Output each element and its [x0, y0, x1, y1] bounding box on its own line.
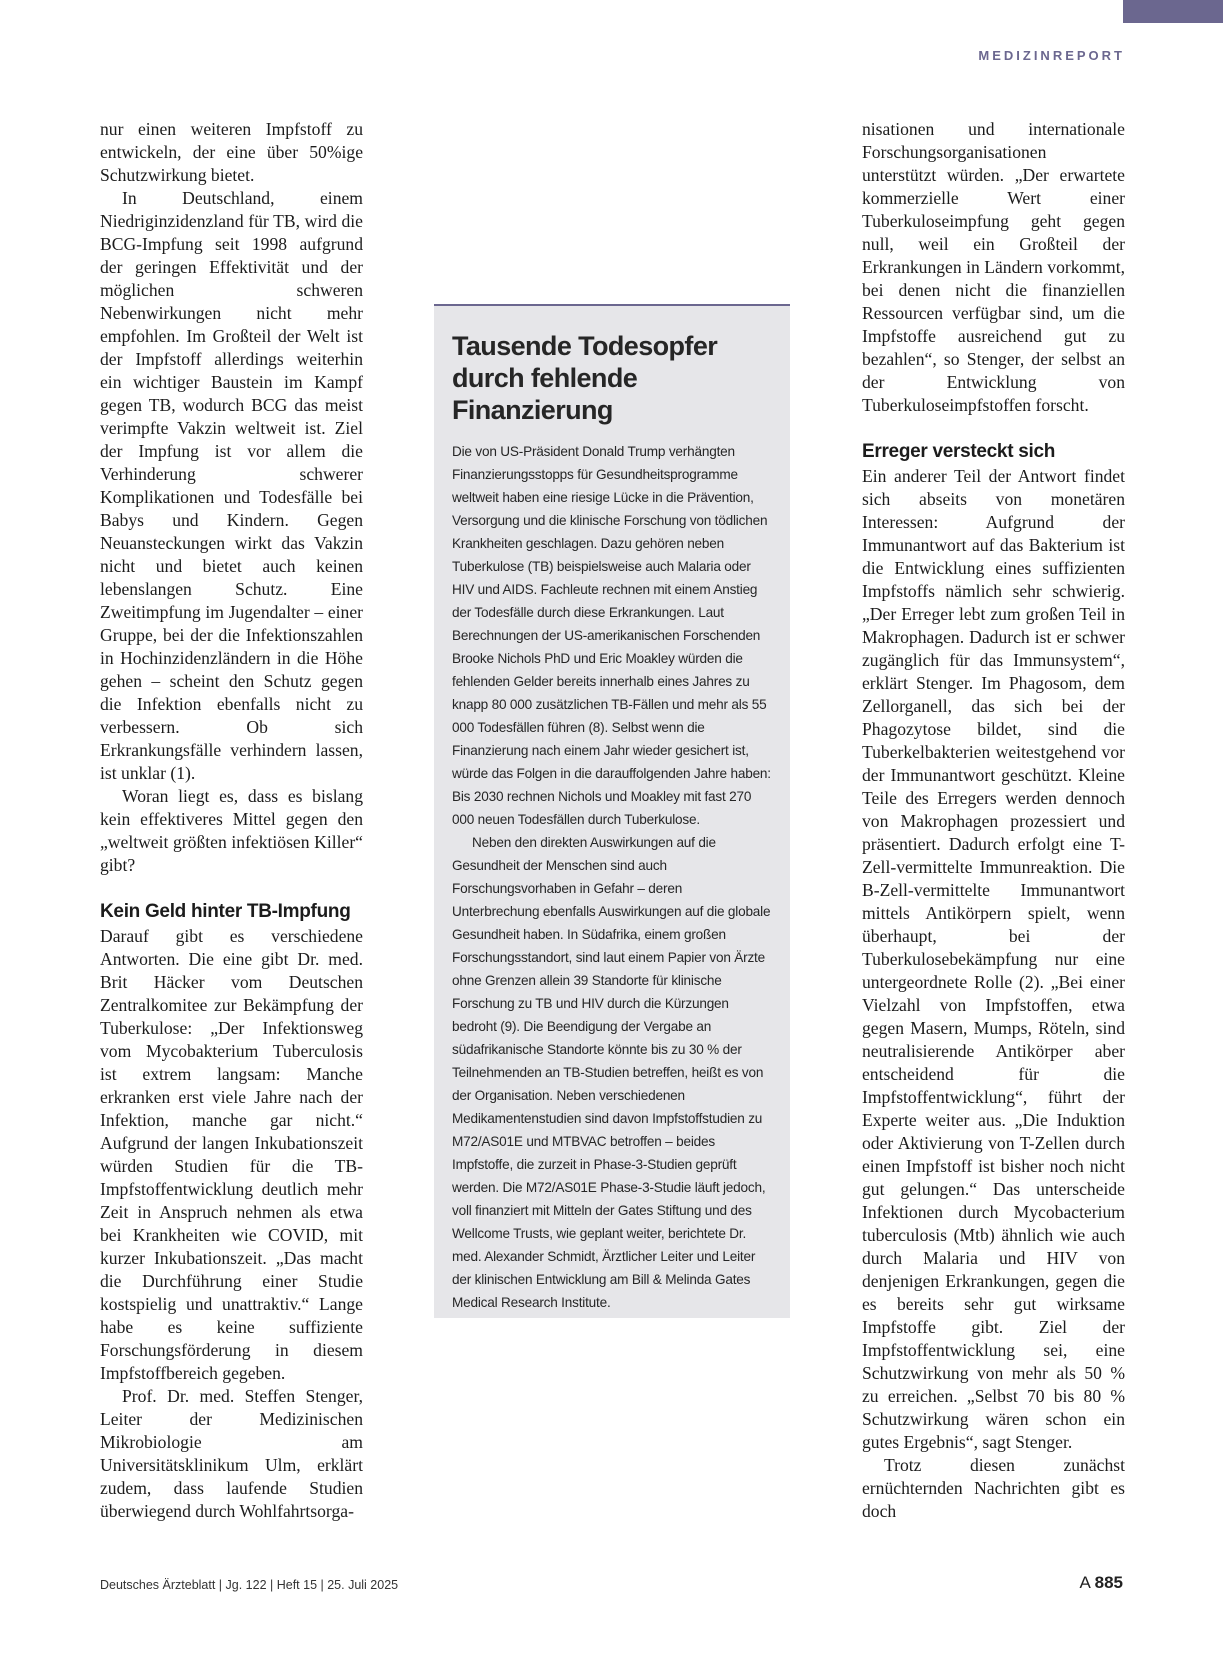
page-number: 885 — [1094, 1573, 1123, 1592]
page-prefix: A — [1079, 1573, 1090, 1592]
right-subheading: Erreger versteckt sich — [862, 441, 1056, 462]
right-column — [862, 118, 1125, 1523]
section-label: MEDIZINREPORT — [978, 48, 1125, 63]
corner-accent-bar — [1123, 0, 1223, 23]
left-paragraph-4: Darauf gibt es verschiedene Antworten. Die eine gibt Dr. med. Brit Häcker vom Deutschen Zentralkomitee zur Bekämpfung der Tuberkulose: „Der Infektionsweg vom Mycobakterium Tuberculosis ist extrem langsam: Manche erkranken erst viele Jahre nach der Infektion, manche gar nicht.“ Aufgrund der langen Inkubationszeit würden Studien für die TB-Impfstoffentwicklung deutlich mehr Zeit in Anspruch nehmen als etwa bei Krankheiten wie COVID, mit kurzer Inkubationszeit. „Das macht die Durchführung einer Studie kostspielig und unattraktiv.“ Lange habe es keine suffiziente Forschungsförderung in diesem Impfstoffbereich gegeben. — [100, 926, 363, 1383]
left-paragraph-3: Woran liegt es, dass es bislang kein effektiveres Mittel gegen den „weltweit größten infektiösen Killer“ gibt? — [100, 786, 363, 875]
right-paragraph-3: Trotz diesen zunächst ernüchternden Nachrichten gibt es doch — [862, 1455, 1125, 1521]
footer-citation: Deutsches Ärzteblatt | Jg. 122 | Heft 15 | 25. Juli 2025 — [100, 1578, 399, 1592]
left-paragraph-1: nur einen weiteren Impfstoff zu entwickeln, der eine über 50%ige Schutzwirkung bietet. — [100, 119, 363, 185]
right-paragraph-1: nisationen und internationale Forschungsorganisationen unterstützt würden. „Der erwartete kommerzielle Wert einer Tuberkuloseimpfung geht gegen null, weil ein Großteil der Erkrankungen in Ländern vorkommt, bei denen nicht die finanziellen Ressourcen verfügbar sind, um die Impfstoffe ausreichend gut zu bezahlen“, so Stenger, der selbst an der Entwicklung von Tuberkuloseimpfstoffen forscht. — [862, 119, 1125, 415]
left-paragraph-5: Prof. Dr. med. Steffen Stenger, Leiter der Medizinischen Mikrobiologie am Universitätsklinikum Ulm, erklärt zudem, dass laufende Studien überwiegend durch Wohlfahrtsorga- — [100, 1386, 363, 1521]
left-column — [100, 118, 363, 1523]
infobox-paragraph-2: Neben den direkten Auswirkungen auf die Gesundheit der Menschen sind auch Forschungsvorhaben in Gefahr – deren Unterbrechung ebenfalls Auswirkungen auf die globale Gesundheit haben. In Südafrika, einem großen Forschungsstandort, sind laut einem Papier von Ärzte ohne Grenzen allein 39 Standorte für klinische Forschung zu TB und HIV durch die Kürzungen bedroht (9). Die Beendigung der Vergabe an südafrikanische Standorte könnte bis zu 30 % der Teilnehmenden an TB-Studien betreffen, heißt es von der Organisation. Neben verschiedenen Medikamentenstudien sind davon Impfstoffstudien zu M72/AS01E und MTBVAC betroffen – beides Impfstoffe, die zurzeit in Phase-3-Studien geprüft werden. Die M72/AS01E Phase-3-Studie läuft jedoch, voll finanziert mit Mitteln der Gates Stiftung und des Wellcome Trusts, wie geplant weiter, berichtete Dr. med. Alexander Schmidt, Ärztlicher Leiter und Leiter der klinischen Entwicklung am Bill & Melinda Gates Medical Research Institute. — [452, 835, 771, 1310]
left-subheading: Kein Geld hinter TB-Impfung — [100, 901, 351, 922]
infobox-paragraph-1: Die von US-Präsident Donald Trump verhängten Finanzierungsstopps für Gesundheitsprogramme weltweit haben eine riesige Lücke in die Prävention, Versorgung und die klinische Forschung von tödlichen Krankheiten geschlagen. Dazu gehören neben Tuberkulose (TB) beispielsweise auch Malaria oder HIV und AIDS. Fachleute rechnen mit einem Anstieg der Todesfälle durch diese Erkrankungen. Laut Berechnungen der US-amerikanischen Forschenden Brooke Nichols PhD und Eric Moakley würden die fehlenden Gelder bereits innerhalb eines Jahres zu knapp 80 000 zusätzlichen TB-Fällen und mehr als 55 000 Todesfällen führen (8). Selbst wenn die Finanzierung nach einem Jahr wieder gesichert ist, würde das Folgen in die darauffolgenden Jahre haben: Bis 2030 rechnen Nichols und Moakley mit fast 270 000 neuen Todesfällen durch Tuberkulose. — [452, 444, 771, 827]
infobox — [434, 304, 790, 1318]
footer-page — [1079, 1573, 1123, 1593]
left-paragraph-2: In Deutschland, einem Niedriginzidenzland für TB, wird die BCG-Impfung seit 1998 aufgrund der geringen Effektivität und der möglichen schweren Nebenwirkungen nicht mehr empfohlen. Im Großteil der Welt ist der Impfstoff allerdings weiterhin ein wichtiger Baustein im Kampf gegen TB, wodurch BCG das meist verimpfte Vakzin weltweit ist. Ziel der Impfung ist vor allem die Verhinderung schwerer Komplikationen und Todesfälle bei Babys und Kindern. Gegen Neuansteckungen wirkt das Vakzin nicht und bietet auch keinen lebenslangen Schutz. Eine Zweitimpfung im Jugendalter – einer Gruppe, bei der die Infektionszahlen in Hochinzidenzländern in die Höhe gehen – scheint den Schutz gegen die Infektion ebenfalls nicht zu verbessern. Ob sich Erkrankungsfälle verhindern lassen, ist unklar (1). — [100, 188, 363, 783]
right-paragraph-2: Ein anderer Teil der Antwort findet sich abseits von monetären Interessen: Aufgrund der Immunantwort auf das Bakterium ist die Entwicklung eines suffizienten Impfstoffs nämlich sehr schwierig. „Der Erreger lebt zum großen Teil in Makrophagen. Dadurch ist er schwer zugänglich für das Immunsystem“, erklärt Stenger. Im Phagosom, dem Zellorganell, das sich bei der Phagozytose bildet, sind die Tuberkelbakterien weitestgehend vor der Immunantwort geschützt. Kleine Teile des Erregers werden dennoch von Makrophagen prozessiert und präsentiert. Dadurch erfolgt eine T-Zell-vermittelte Immunreaktion. Die B-Zell-vermittelte Immunantwort mittels Antikörpern spielt, wenn überhaupt, bei der Tuberkulosebekämpfung nur eine untergeordnete Rolle (2). „Bei einer Vielzahl von Impfstoffen, etwa gegen Masern, Mumps, Röteln, sind neutralisierende Antikörper aber entscheidend für die Impfstoffentwicklung“, führt der Experte weiter aus. „Die Induktion oder Aktivierung von T-Zellen durch einen Impfstoff ist bisher noch nicht gut gelungen.“ Das unterscheide Infektionen durch Mycobacterium tuberculosis (Mtb) ähnlich wie auch durch Malaria und HIV von denjenigen Erkrankungen, gegen die es bereits sehr gut wirksame Impfstoffe gibt. Ziel der Impfstoffentwicklung sei, eine Schutzwirkung von mehr als 50 % zu erreichen. „Selbst 70 bis 80 % Schutzwirkung wären schon ein gutes Ergebnis“, sagt Stenger. — [862, 466, 1125, 1452]
infobox-title: Tausende Todesopfer durch fehlende Finanzierung — [452, 331, 718, 425]
